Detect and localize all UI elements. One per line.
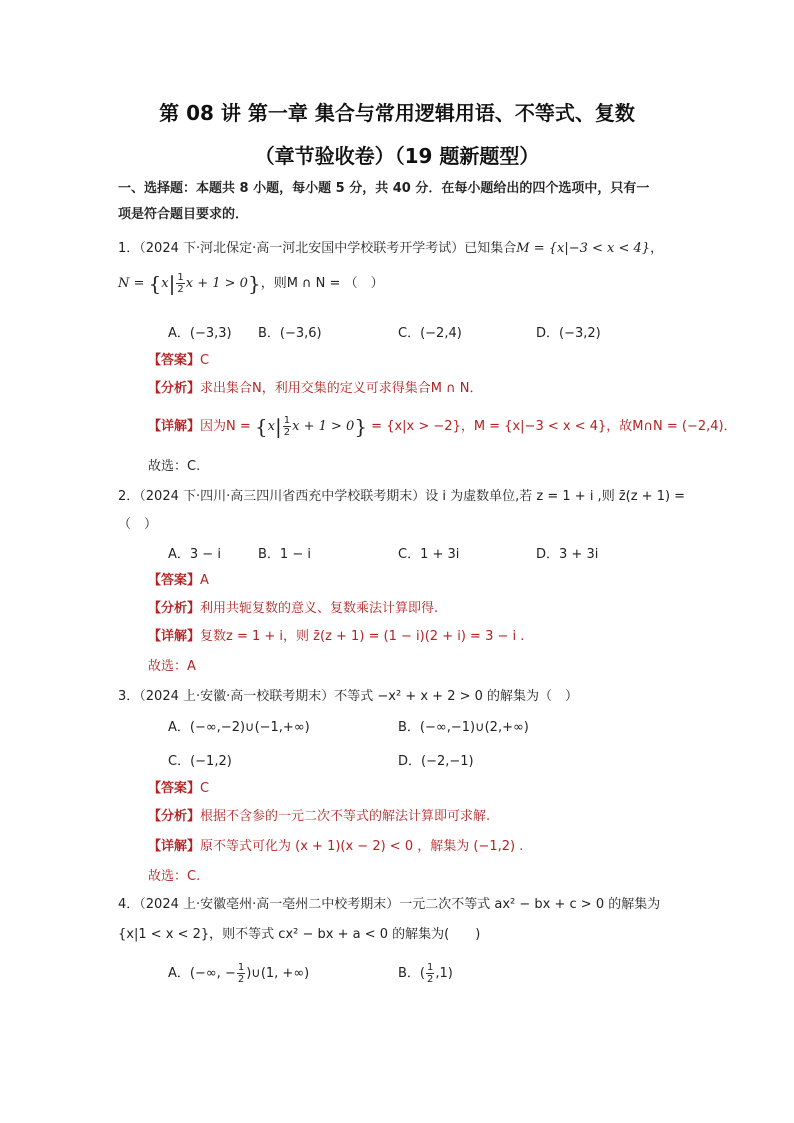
q1-option-a: A．(−3,3)	[168, 326, 232, 341]
q2-stem	[118, 486, 685, 508]
q4-option-a-post: )∪(1, +∞)	[246, 966, 310, 981]
answer-label: 【答案】	[148, 781, 201, 796]
q3-analysis	[148, 806, 490, 828]
analysis-label: 【分析】	[148, 381, 201, 396]
page-title: 第 08 讲 第一章 集合与常用逻辑用语、不等式、复数	[159, 101, 635, 125]
q1-answer-value: C	[200, 353, 210, 368]
q4-text: （2024 上·安徽亳州·高一亳州二中校考期末）一元二次不等式 ax² − bx + c > 0 的解集为	[139, 897, 661, 912]
q4-option-b-fraction	[426, 962, 434, 985]
q1-set-n-cond: x + 1 > 0	[185, 276, 248, 291]
q2-analysis	[148, 598, 438, 620]
q4-number: 4．	[118, 897, 140, 912]
q1-frac-num: 1	[177, 272, 184, 283]
q1-option-d: D．(−3,2)	[536, 326, 601, 341]
q1-set-n-label: N =	[118, 276, 149, 291]
q1-brace-right: }	[247, 271, 261, 296]
q2-answer	[148, 570, 209, 592]
q1-analysis	[148, 378, 482, 400]
q3-analysis-text: 根据不含参的一元二次不等式的解法计算即可求解.	[200, 809, 491, 824]
q1-detail-fraction	[283, 415, 291, 438]
q1-source: （2024 下·河北保定·高一河北安国中学校联考开学考试）已知集合	[139, 241, 517, 256]
q1-analysis-text: 求出集合N，利用交集的定义可求得集合M ∩ N．	[200, 381, 483, 396]
q1-detail	[148, 415, 737, 438]
q1-stem-cont	[118, 272, 384, 295]
q4-option-a-pre: A．(−∞, −	[168, 966, 236, 981]
q1-number: 1．	[118, 241, 140, 256]
q1-detail-brace-left: {	[254, 414, 268, 439]
q2-option-a: A．3 − i	[168, 547, 221, 562]
analysis-label: 【分析】	[148, 809, 201, 824]
answer-label: 【答案】	[148, 353, 201, 368]
q1-detail-brace-right: }	[354, 414, 368, 439]
q1-comma: ，	[650, 241, 664, 256]
q1-brace-left: {	[148, 271, 162, 296]
q1-detail-bar: |	[274, 414, 282, 439]
answer-label: 【答案】	[148, 573, 201, 588]
q3-option-c: C．(−1,2)	[168, 754, 232, 769]
q4-option-a-frac-num: 1	[237, 962, 245, 973]
q3-detail	[148, 836, 523, 858]
q1-ask: ，则M ∩ N = （ ）	[260, 276, 384, 291]
q3-detail-text: 原不等式可化为 (x + 1)(x − 2) < 0 ，解集为 (−1,2) .	[200, 839, 524, 854]
q3-option-a: A．(−∞,−2)∪(−1,+∞)	[168, 720, 310, 735]
q1-stem	[118, 238, 663, 260]
q4-stem	[118, 894, 660, 916]
q1-set-m: M = {x|−3 < x < 4}	[516, 241, 651, 256]
q2-detail	[148, 626, 524, 648]
q2-number: 2．	[118, 489, 140, 504]
q1-detail-pre: 因为N =	[200, 419, 255, 434]
q3-option-b: B．(−∞,−1)∪(2,+∞)	[398, 720, 529, 735]
q3-answer-value: C	[200, 781, 210, 796]
q4-option-b	[398, 962, 453, 985]
q2-answer-value: A	[200, 573, 209, 588]
q1-fraction	[176, 272, 184, 295]
q4-option-b-frac-num: 1	[427, 962, 434, 973]
detail-label: 【详解】	[148, 839, 201, 854]
q4-option-a-fraction	[237, 962, 245, 985]
q4-option-a-frac-den: 2	[237, 974, 245, 985]
q4-option-b-frac-den: 2	[427, 974, 434, 985]
page-subtitle: （章节验收卷）（19 题新题型）	[254, 144, 540, 168]
q3-text: （2024 上·安徽·高一校联考期末）不等式 −x² + x + 2 > 0 的解集为（ ）	[139, 689, 579, 704]
q4-option-b-pre: B．(	[398, 966, 425, 981]
q3-answer	[148, 778, 209, 800]
q1-option-c: C．(−2,4)	[398, 326, 462, 341]
section-heading: 一、选择题：本题共 8 小题，每小题 5 分，共 40 分．在每小题给出的四个选项中，只有一	[118, 181, 650, 196]
q1-option-b: B．(−3,6)	[258, 326, 322, 341]
q3-stem	[118, 686, 578, 708]
detail-label: 【详解】	[148, 419, 201, 434]
q1-set-n-var: x	[161, 276, 169, 291]
analysis-label: 【分析】	[148, 601, 201, 616]
q2-conclusion: 故选：A	[148, 659, 196, 674]
q3-option-d: D．(−2,−1)	[398, 754, 474, 769]
q1-detail-rest: = {x|x > −2}，M = {x|−3 < x < 4}，故M∩N = (−2,4)．	[367, 419, 737, 434]
q1-bar: |	[168, 271, 176, 296]
q1-answer	[148, 350, 209, 372]
q4-stem-cont: {x|1 < x < 2}，则不等式 cx² − bx + a < 0 的解集为( )	[118, 927, 481, 942]
q1-detail-var: x	[267, 419, 275, 434]
q2-detail-text: 复数z = 1 + i，则 z̄(z + 1) = (1 − i)(2 + i) = 3 − i .	[200, 629, 525, 644]
q2-option-c: C．1 + 3i	[398, 547, 460, 562]
q1-detail-frac-num: 1	[283, 415, 291, 426]
q1-frac-den: 2	[177, 284, 184, 295]
q2-analysis-text: 利用共轭复数的意义、复数乘法计算即得.	[200, 601, 439, 616]
q2-option-d: D．3 + 3i	[536, 547, 599, 562]
q1-detail-cond: x + 1 > 0	[292, 419, 355, 434]
q2-text: （2024 下·四川·高三四川省西充中学校联考期末）设 i 为虚数单位,若 z = 1 + i ,则 z̄(z + 1) =	[139, 489, 686, 504]
q2-blank: （ ）	[118, 517, 158, 532]
q3-number: 3．	[118, 689, 140, 704]
q3-conclusion: 故选：C.	[148, 869, 201, 884]
q2-option-b: B．1 − i	[258, 547, 311, 562]
q4-option-b-post: ,1)	[435, 966, 453, 981]
q4-option-a	[168, 962, 309, 985]
section-heading-cont: 项是符合题目要求的．	[118, 207, 249, 222]
q1-detail-frac-den: 2	[283, 427, 291, 438]
detail-label: 【详解】	[148, 629, 201, 644]
q1-conclusion: 故选：C.	[148, 459, 201, 474]
